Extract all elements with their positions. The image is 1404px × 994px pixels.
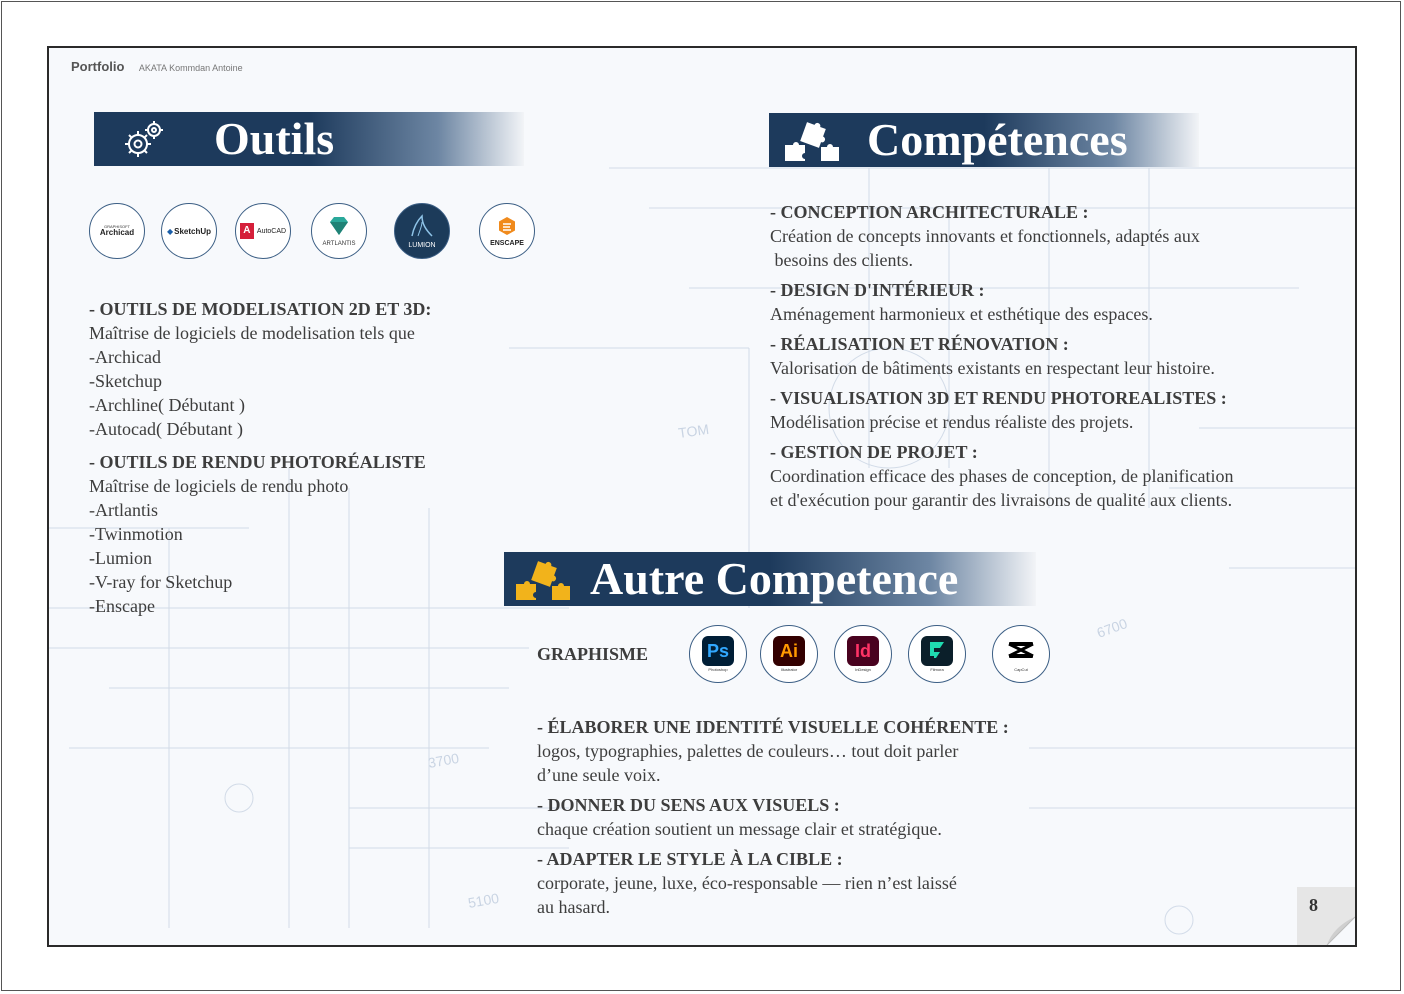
text-line: Modélisation précise et rendus réaliste des projets. [770,412,1134,432]
artlantis-logo-icon: ARTLANTIS [311,203,367,259]
graphisme-label: GRAPHISME [537,644,649,664]
autocad-logo-icon: A AutoCAD [235,203,291,259]
section-heading: - RÉALISATION ET RÉNOVATION : [770,334,1069,354]
text-line: et d'exécution pour garantir des livraisons de qualité aux clients. [770,490,1233,510]
section-heading: - VISUALISATION 3D ET RENDU PHOTOREALISTES : [770,388,1227,408]
archicad-logo-icon: GRAPHISOFT Archicad [89,203,145,259]
svg-text:TOM: TOM [677,420,710,441]
text-line: chaque création soutient un message clair et stratégique. [537,819,942,839]
text-line: -Twinmotion [89,524,183,544]
author-name: AKATA Kommdan Antoine [138,63,243,73]
outils-title: Outils [214,113,335,164]
text-line: au hasard. [537,897,610,917]
text-line: corporate, jeune, luxe, éco-responsable — rien n’est laissé [537,873,957,893]
text-line: Création de concepts innovants et fonctionnels, adaptés aux [770,226,1200,246]
page-header [71,58,243,76]
filmora-logo-icon: Filmora [908,625,966,683]
text-line: besoins des clients. [770,250,913,270]
text-line: Maîtrise de logiciels de modelisation tels que [89,323,415,343]
text-line: -Artlantis [89,500,158,520]
competences-title: Compétences [867,114,1128,165]
section-heading: - DESIGN D'INTÉRIEUR : [770,280,985,300]
svg-text:5100: 5100 [466,889,501,911]
section-heading: - ÉLABORER UNE IDENTITÉ VISUELLE COHÉRENTE : [537,717,1009,737]
text-line: logos, typographies, palettes de couleurs… tout doit parler [537,741,959,761]
text-line: Coordination efficace des phases de conception, de planification [770,466,1234,486]
enscape-logo-icon: ENSCAPE [479,203,535,259]
lumion-logo-icon: LUMION [394,203,450,259]
indesign-logo-icon: Id InDesign [834,625,892,683]
photoshop-logo-icon: Ps Photoshop [689,625,747,683]
autre-competence-title: Autre Competence [590,553,959,604]
outils-text [89,297,431,618]
text-line: -Autocad( Débutant ) [89,419,243,439]
puzzle-pieces-icon [781,119,845,161]
text-line: -Archline( Débutant ) [89,395,245,415]
page-number-corner [1297,887,1355,945]
section-heading: - GESTION DE PROJET : [770,442,978,462]
section-heading: - DONNER DU SENS AUX VISUELS : [537,795,840,815]
svg-text:6700: 6700 [1094,615,1130,641]
autre-competence-text [537,715,1009,919]
illustrator-logo-icon: Ai Illustrator [760,625,818,683]
section-heading: - OUTILS DE MODELISATION 2D ET 3D: [89,299,432,319]
section-heading: - ADAPTER LE STYLE À LA CIBLE : [537,849,843,869]
autre-competence-banner [504,552,1036,606]
text-line: -Sketchup [89,371,162,391]
text-line: -Lumion [89,548,152,568]
text-line: -V-ray for Sketchup [89,572,233,592]
text-line: -Enscape [89,596,155,616]
competences-text [770,200,1234,512]
capcut-logo-icon: CapCut [992,625,1050,683]
puzzle-pieces-icon [512,558,576,600]
text-line: -Archicad [89,347,161,367]
text-line: d’une seule voix. [537,765,661,785]
section-heading: - OUTILS DE RENDU PHOTORÉALISTE [89,452,426,472]
page-number: 8 [1309,895,1318,915]
gears-icon [122,118,166,160]
text-line: Valorisation de bâtiments existants en respectant leur histoire. [770,358,1215,378]
sketchup-logo-icon: ◆ SketchUp [161,203,217,259]
portfolio-page [47,46,1357,947]
text-line: Maîtrise de logiciels de rendu photo [89,476,349,496]
portfolio-label: Portfolio [71,59,125,74]
section-heading: - CONCEPTION ARCHITECTURALE : [770,202,1089,222]
svg-text:3700: 3700 [426,749,461,771]
text-line: Aménagement harmonieux et esthétique des espaces. [770,304,1153,324]
competences-banner [769,113,1199,167]
outils-banner [94,112,524,166]
